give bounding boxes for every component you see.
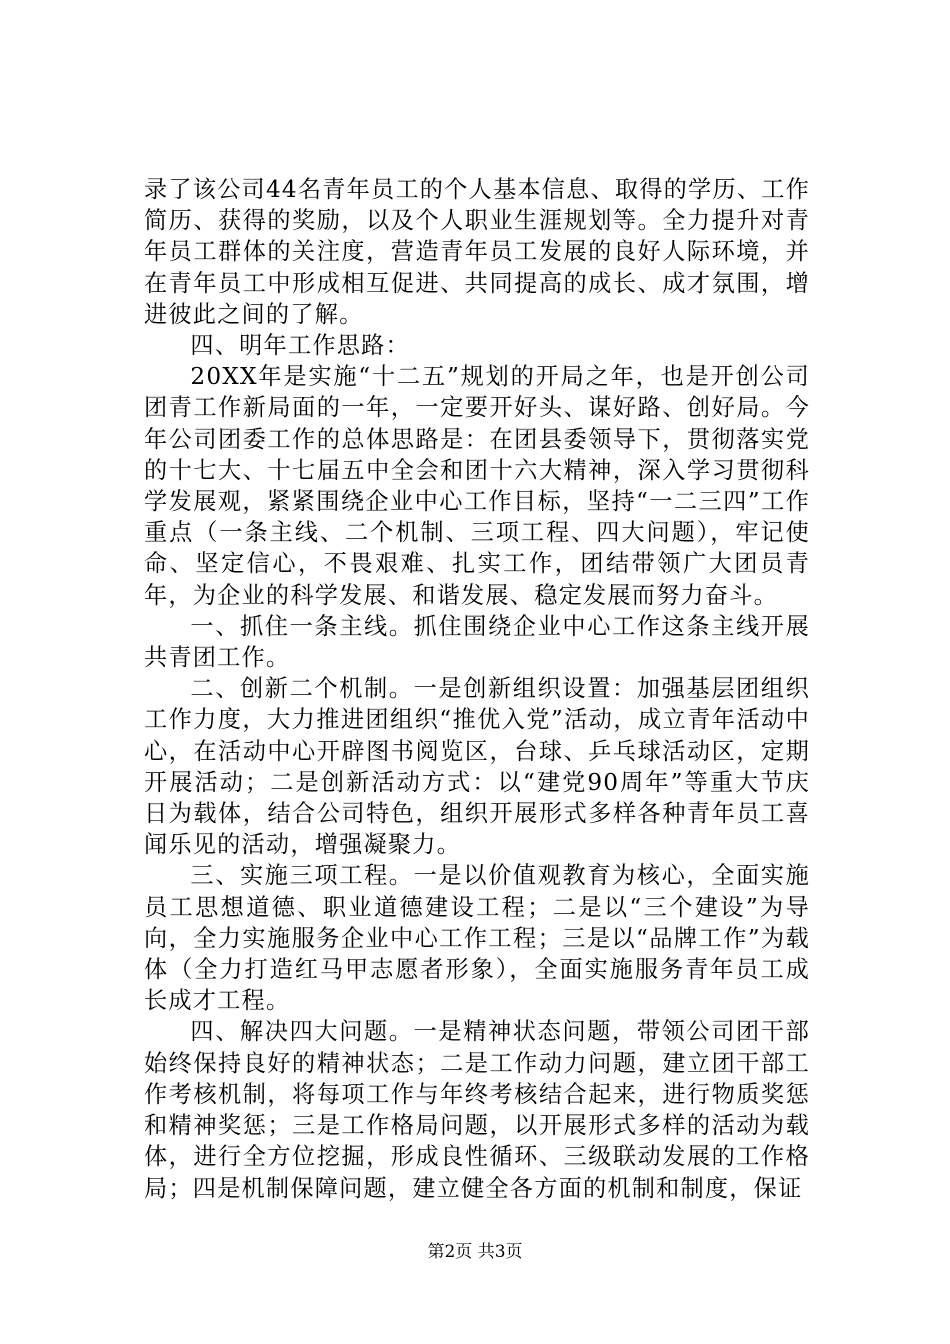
paragraph-continuation: 录了该公司44名青年员工的个人基本信息、取得的学历、工作简历、获得的奖励，以及个人职业生涯规划等。全力提升对青年员工群体的关注度，营造青年员工发展的良好人际环境，并在青年员工中形成相互促进、共同提高的成长、成才氛围，增进彼此之间的了解。 (144, 176, 810, 328)
paragraph-main-line: 一、抓住一条主线。抓住围绕企业中心工作这条主线开展共青团工作。 (144, 612, 810, 672)
paragraph-two-mechanisms: 二、创新二个机制。一是创新组织设置：加强基层团组织工作力度，大力推进团组织“推优入党”活动，成立青年活动中心，在活动中心开辟图书阅览区，台球、乒乓球活动区，定期开展活动；二是创新活动方式：以“建党90周年”等重大节庆日为载体，结合公司特色，组织开展形式多样各种青年员工喜闻乐见的活动，增强凝聚力。 (144, 675, 810, 859)
section-heading-next-year-plan: 四、明年工作思路： (190, 332, 410, 360)
paragraph-overall-approach: 20XX年是实施“十二五”规划的开局之年，也是开创公司团青工作新局面的一年，一定要开好头、谋好路、创好局。今年公司团委工作的总体思路是：在团县委领导下，贯彻落实党的十七大、十七届五中全会和团十六大精神，深入学习贯彻科学发展观，紧紧围绕企业中心工作目标，坚持“一二三四”工作重点（一条主线、二个机制、三项工程、四大问题），牢记使命、坚定信心，不畏艰难、扎实工作，团结带领广大团员青年，为企业的科学发展、和谐发展、稳定发展而努力奋斗。 (144, 363, 810, 609)
paragraph-four-problems: 四、解决四大问题。一是精神状态问题，带领公司团干部始终保持良好的精神状态；二是工作动力问题，建立团干部工作考核机制，将每项工作与年终考核结合起来，进行物质奖惩和精神奖惩；三是工作格局问题，以开展形式多样的活动为载体，进行全方位挖掘，形成良性循环、三级联动发展的工作格局；四是机制保障问题，建立健全各方面的机制和制度，保证 (144, 1018, 810, 1202)
paragraph-three-projects: 三、实施三项工程。一是以价值观教育为核心，全面实施员工思想道德、职业道德建设工程；二是以“三个建设”为导向，全力实施服务企业中心工作工程；三是以“品牌工作”为载体（全力打造红马甲志愿者形象），全面实施服务青年员工成长成才工程。 (144, 862, 810, 1015)
page-footer (0, 1242, 950, 1262)
page-number-indicator: 第2页 共3页 (427, 1242, 523, 1262)
document-body (144, 174, 810, 1204)
